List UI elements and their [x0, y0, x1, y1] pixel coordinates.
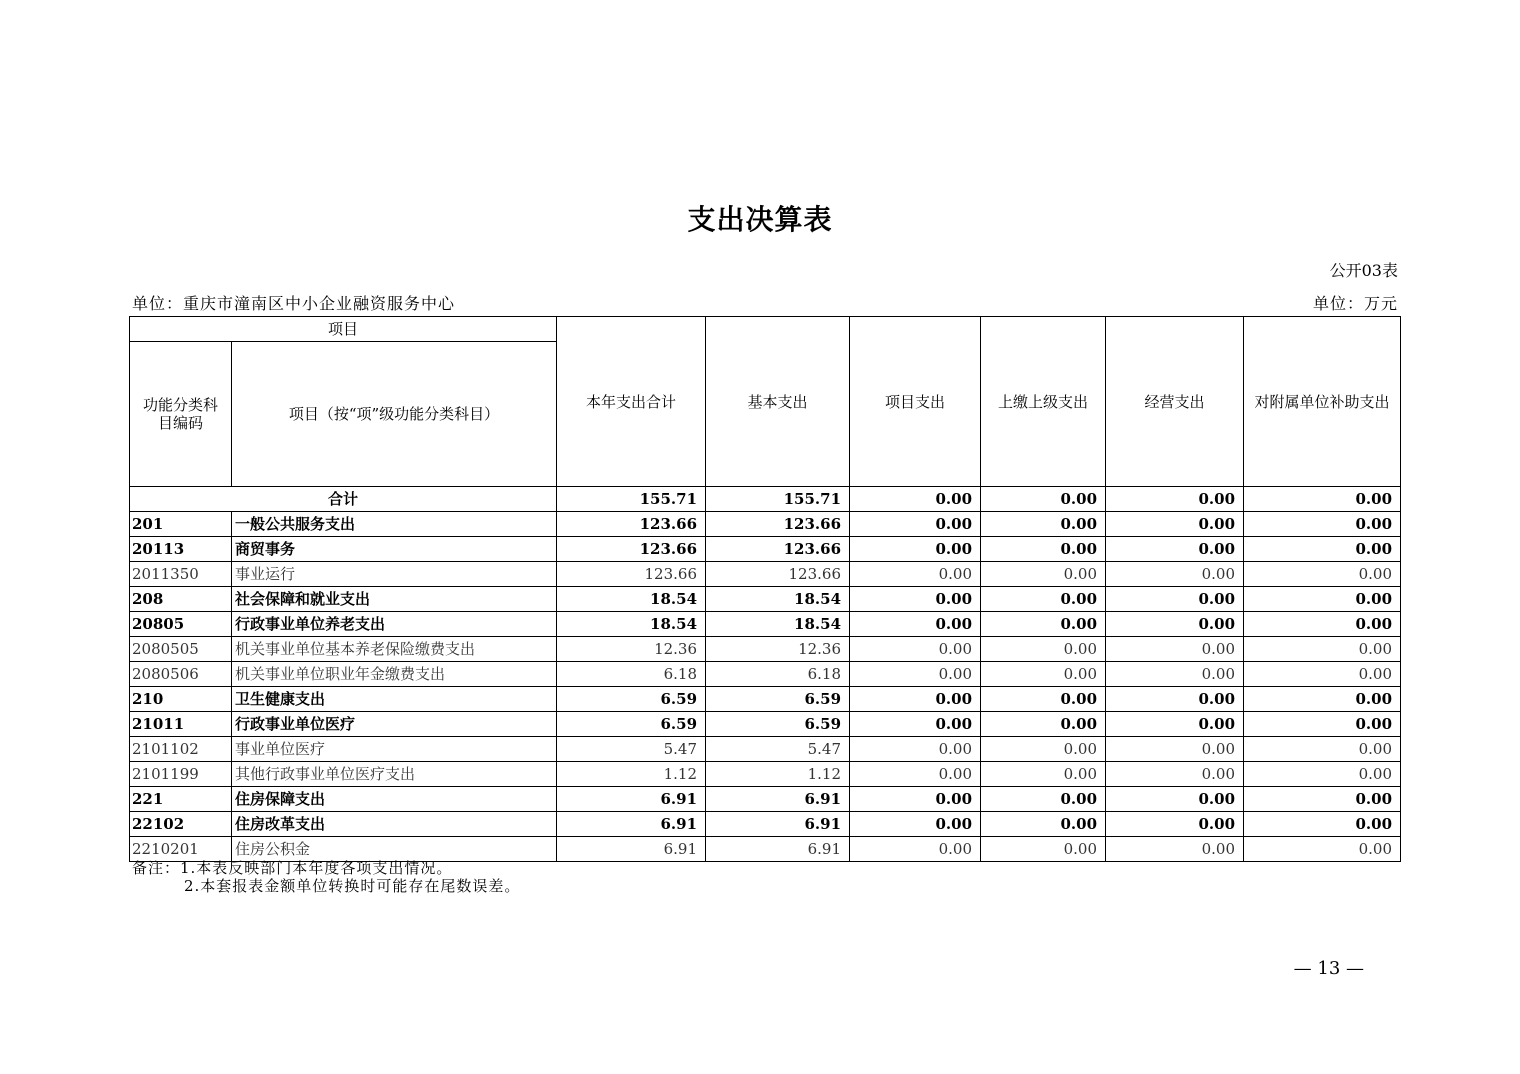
business-cell: 0.00	[1106, 737, 1244, 762]
project-cell: 0.00	[850, 637, 981, 662]
name-cell: 行政事业单位医疗	[232, 712, 557, 737]
upper-cell: 0.00	[981, 512, 1106, 537]
page-number: — 13 —	[1293, 958, 1364, 979]
business-cell: 0.00	[1106, 712, 1244, 737]
business-cell: 0.00	[1106, 612, 1244, 637]
upper-cell: 0.00	[981, 662, 1106, 687]
subsidy-cell: 0.00	[1244, 612, 1401, 637]
project-cell: 0.00	[850, 512, 981, 537]
basic-cell: 155.71	[706, 487, 850, 512]
project-cell: 0.00	[850, 612, 981, 637]
table-row	[130, 787, 1401, 812]
header-code: 功能分类科目编码	[130, 342, 232, 487]
note-line-2: 2.本套报表金额单位转换时可能存在尾数误差。	[184, 877, 521, 895]
basic-cell: 18.54	[706, 612, 850, 637]
basic-cell: 6.59	[706, 712, 850, 737]
basic-cell: 12.36	[706, 637, 850, 662]
project-cell: 0.00	[850, 787, 981, 812]
business-cell: 0.00	[1106, 762, 1244, 787]
project-cell: 0.00	[850, 537, 981, 562]
subsidy-cell: 0.00	[1244, 487, 1401, 512]
upper-cell: 0.00	[981, 587, 1106, 612]
table-row	[130, 537, 1401, 562]
header-total: 本年支出合计	[557, 317, 706, 487]
upper-cell: 0.00	[981, 712, 1106, 737]
code-cell: 20113	[130, 537, 232, 562]
basic-cell: 5.47	[706, 737, 850, 762]
table-code: 公开03表	[1329, 261, 1398, 280]
business-cell: 0.00	[1106, 537, 1244, 562]
subsidy-cell: 0.00	[1244, 812, 1401, 837]
code-cell: 210	[130, 687, 232, 712]
note-line-1: 备注：1.本表反映部门本年度各项支出情况。	[132, 859, 453, 877]
name-cell: 一般公共服务支出	[232, 512, 557, 537]
subsidy-cell: 0.00	[1244, 762, 1401, 787]
total-cell: 123.66	[557, 562, 706, 587]
table-row	[130, 612, 1401, 637]
header-name: 项目（按“项”级功能分类科目）	[232, 342, 557, 487]
basic-cell: 6.59	[706, 687, 850, 712]
subsidy-cell: 0.00	[1244, 712, 1401, 737]
code-cell: 2101102	[130, 737, 232, 762]
code-cell: 221	[130, 787, 232, 812]
total-cell: 123.66	[557, 537, 706, 562]
total-cell: 12.36	[557, 637, 706, 662]
total-cell: 6.59	[557, 712, 706, 737]
header-business: 经营支出	[1106, 317, 1244, 487]
upper-cell: 0.00	[981, 762, 1106, 787]
subsidy-cell: 0.00	[1244, 537, 1401, 562]
business-cell: 0.00	[1106, 562, 1244, 587]
name-cell: 商贸事务	[232, 537, 557, 562]
subsidy-cell: 0.00	[1244, 662, 1401, 687]
upper-cell: 0.00	[981, 612, 1106, 637]
upper-cell: 0.00	[981, 637, 1106, 662]
basic-cell: 6.18	[706, 662, 850, 687]
total-cell: 1.12	[557, 762, 706, 787]
business-cell: 0.00	[1106, 587, 1244, 612]
table-row	[130, 712, 1401, 737]
subsidy-cell: 0.00	[1244, 562, 1401, 587]
project-cell: 0.00	[850, 487, 981, 512]
total-cell: 6.91	[557, 812, 706, 837]
project-cell: 0.00	[850, 762, 981, 787]
name-cell: 行政事业单位养老支出	[232, 612, 557, 637]
name-cell: 其他行政事业单位医疗支出	[232, 762, 557, 787]
name-cell: 机关事业单位基本养老保险缴费支出	[232, 637, 557, 662]
total-cell: 18.54	[557, 612, 706, 637]
header-upper-payment: 上缴上级支出	[981, 317, 1106, 487]
name-cell: 事业单位医疗	[232, 737, 557, 762]
business-cell: 0.00	[1106, 637, 1244, 662]
table-row	[130, 662, 1401, 687]
code-cell: 22102	[130, 812, 232, 837]
upper-cell: 0.00	[981, 787, 1106, 812]
total-row	[130, 487, 1401, 512]
table-row	[130, 687, 1401, 712]
total-label: 合计	[130, 487, 557, 512]
business-cell: 0.00	[1106, 787, 1244, 812]
project-cell: 0.00	[850, 562, 981, 587]
header-subsidy: 对附属单位补助支出	[1244, 317, 1401, 487]
project-cell: 0.00	[850, 587, 981, 612]
basic-cell: 6.91	[706, 787, 850, 812]
code-cell: 2080505	[130, 637, 232, 662]
code-cell: 2011350	[130, 562, 232, 587]
subsidy-cell: 0.00	[1244, 787, 1401, 812]
business-cell: 0.00	[1106, 837, 1244, 862]
table-row	[130, 587, 1401, 612]
code-cell: 2080506	[130, 662, 232, 687]
name-cell: 住房保障支出	[232, 787, 557, 812]
total-cell: 6.91	[557, 787, 706, 812]
notes	[132, 859, 520, 895]
total-cell: 155.71	[557, 487, 706, 512]
code-cell: 201	[130, 512, 232, 537]
upper-cell: 0.00	[981, 837, 1106, 862]
header-project: 项目	[130, 317, 557, 342]
name-cell: 住房公积金	[232, 837, 557, 862]
project-cell: 0.00	[850, 837, 981, 862]
project-cell: 0.00	[850, 712, 981, 737]
header-project-expenditure: 项目支出	[850, 317, 981, 487]
business-cell: 0.00	[1106, 812, 1244, 837]
subsidy-cell: 0.00	[1244, 637, 1401, 662]
business-cell: 0.00	[1106, 512, 1244, 537]
table-row	[130, 837, 1401, 862]
upper-cell: 0.00	[981, 737, 1106, 762]
total-cell: 123.66	[557, 512, 706, 537]
name-cell: 社会保障和就业支出	[232, 587, 557, 612]
total-cell: 5.47	[557, 737, 706, 762]
subsidy-cell: 0.00	[1244, 837, 1401, 862]
project-cell: 0.00	[850, 812, 981, 837]
business-cell: 0.00	[1106, 662, 1244, 687]
table-row	[130, 762, 1401, 787]
total-cell: 6.59	[557, 687, 706, 712]
code-cell: 2210201	[130, 837, 232, 862]
code-cell: 21011	[130, 712, 232, 737]
subsidy-cell: 0.00	[1244, 512, 1401, 537]
business-cell: 0.00	[1106, 687, 1244, 712]
page-title: 支出决算表	[687, 203, 833, 236]
code-cell: 208	[130, 587, 232, 612]
basic-cell: 6.91	[706, 837, 850, 862]
project-cell: 0.00	[850, 737, 981, 762]
organization-unit: 单位：重庆市潼南区中小企业融资服务中心	[132, 294, 456, 313]
basic-cell: 1.12	[706, 762, 850, 787]
header-basic: 基本支出	[706, 317, 850, 487]
basic-cell: 123.66	[706, 562, 850, 587]
total-cell: 18.54	[557, 587, 706, 612]
expenditure-table	[129, 316, 1401, 862]
subsidy-cell: 0.00	[1244, 687, 1401, 712]
name-cell: 住房改革支出	[232, 812, 557, 837]
subsidy-cell: 0.00	[1244, 587, 1401, 612]
basic-cell: 123.66	[706, 512, 850, 537]
code-cell: 20805	[130, 612, 232, 637]
table-row	[130, 562, 1401, 587]
table-row	[130, 812, 1401, 837]
total-cell: 6.91	[557, 837, 706, 862]
upper-cell: 0.00	[981, 537, 1106, 562]
project-cell: 0.00	[850, 662, 981, 687]
table-row	[130, 512, 1401, 537]
table-row	[130, 637, 1401, 662]
business-cell: 0.00	[1106, 487, 1244, 512]
total-cell: 6.18	[557, 662, 706, 687]
basic-cell: 18.54	[706, 587, 850, 612]
currency-unit: 单位：万元	[1312, 294, 1398, 313]
upper-cell: 0.00	[981, 812, 1106, 837]
upper-cell: 0.00	[981, 562, 1106, 587]
name-cell: 机关事业单位职业年金缴费支出	[232, 662, 557, 687]
subsidy-cell: 0.00	[1244, 737, 1401, 762]
code-cell: 2101199	[130, 762, 232, 787]
project-cell: 0.00	[850, 687, 981, 712]
basic-cell: 6.91	[706, 812, 850, 837]
upper-cell: 0.00	[981, 487, 1106, 512]
name-cell: 事业运行	[232, 562, 557, 587]
name-cell: 卫生健康支出	[232, 687, 557, 712]
upper-cell: 0.00	[981, 687, 1106, 712]
basic-cell: 123.66	[706, 537, 850, 562]
table-row	[130, 737, 1401, 762]
